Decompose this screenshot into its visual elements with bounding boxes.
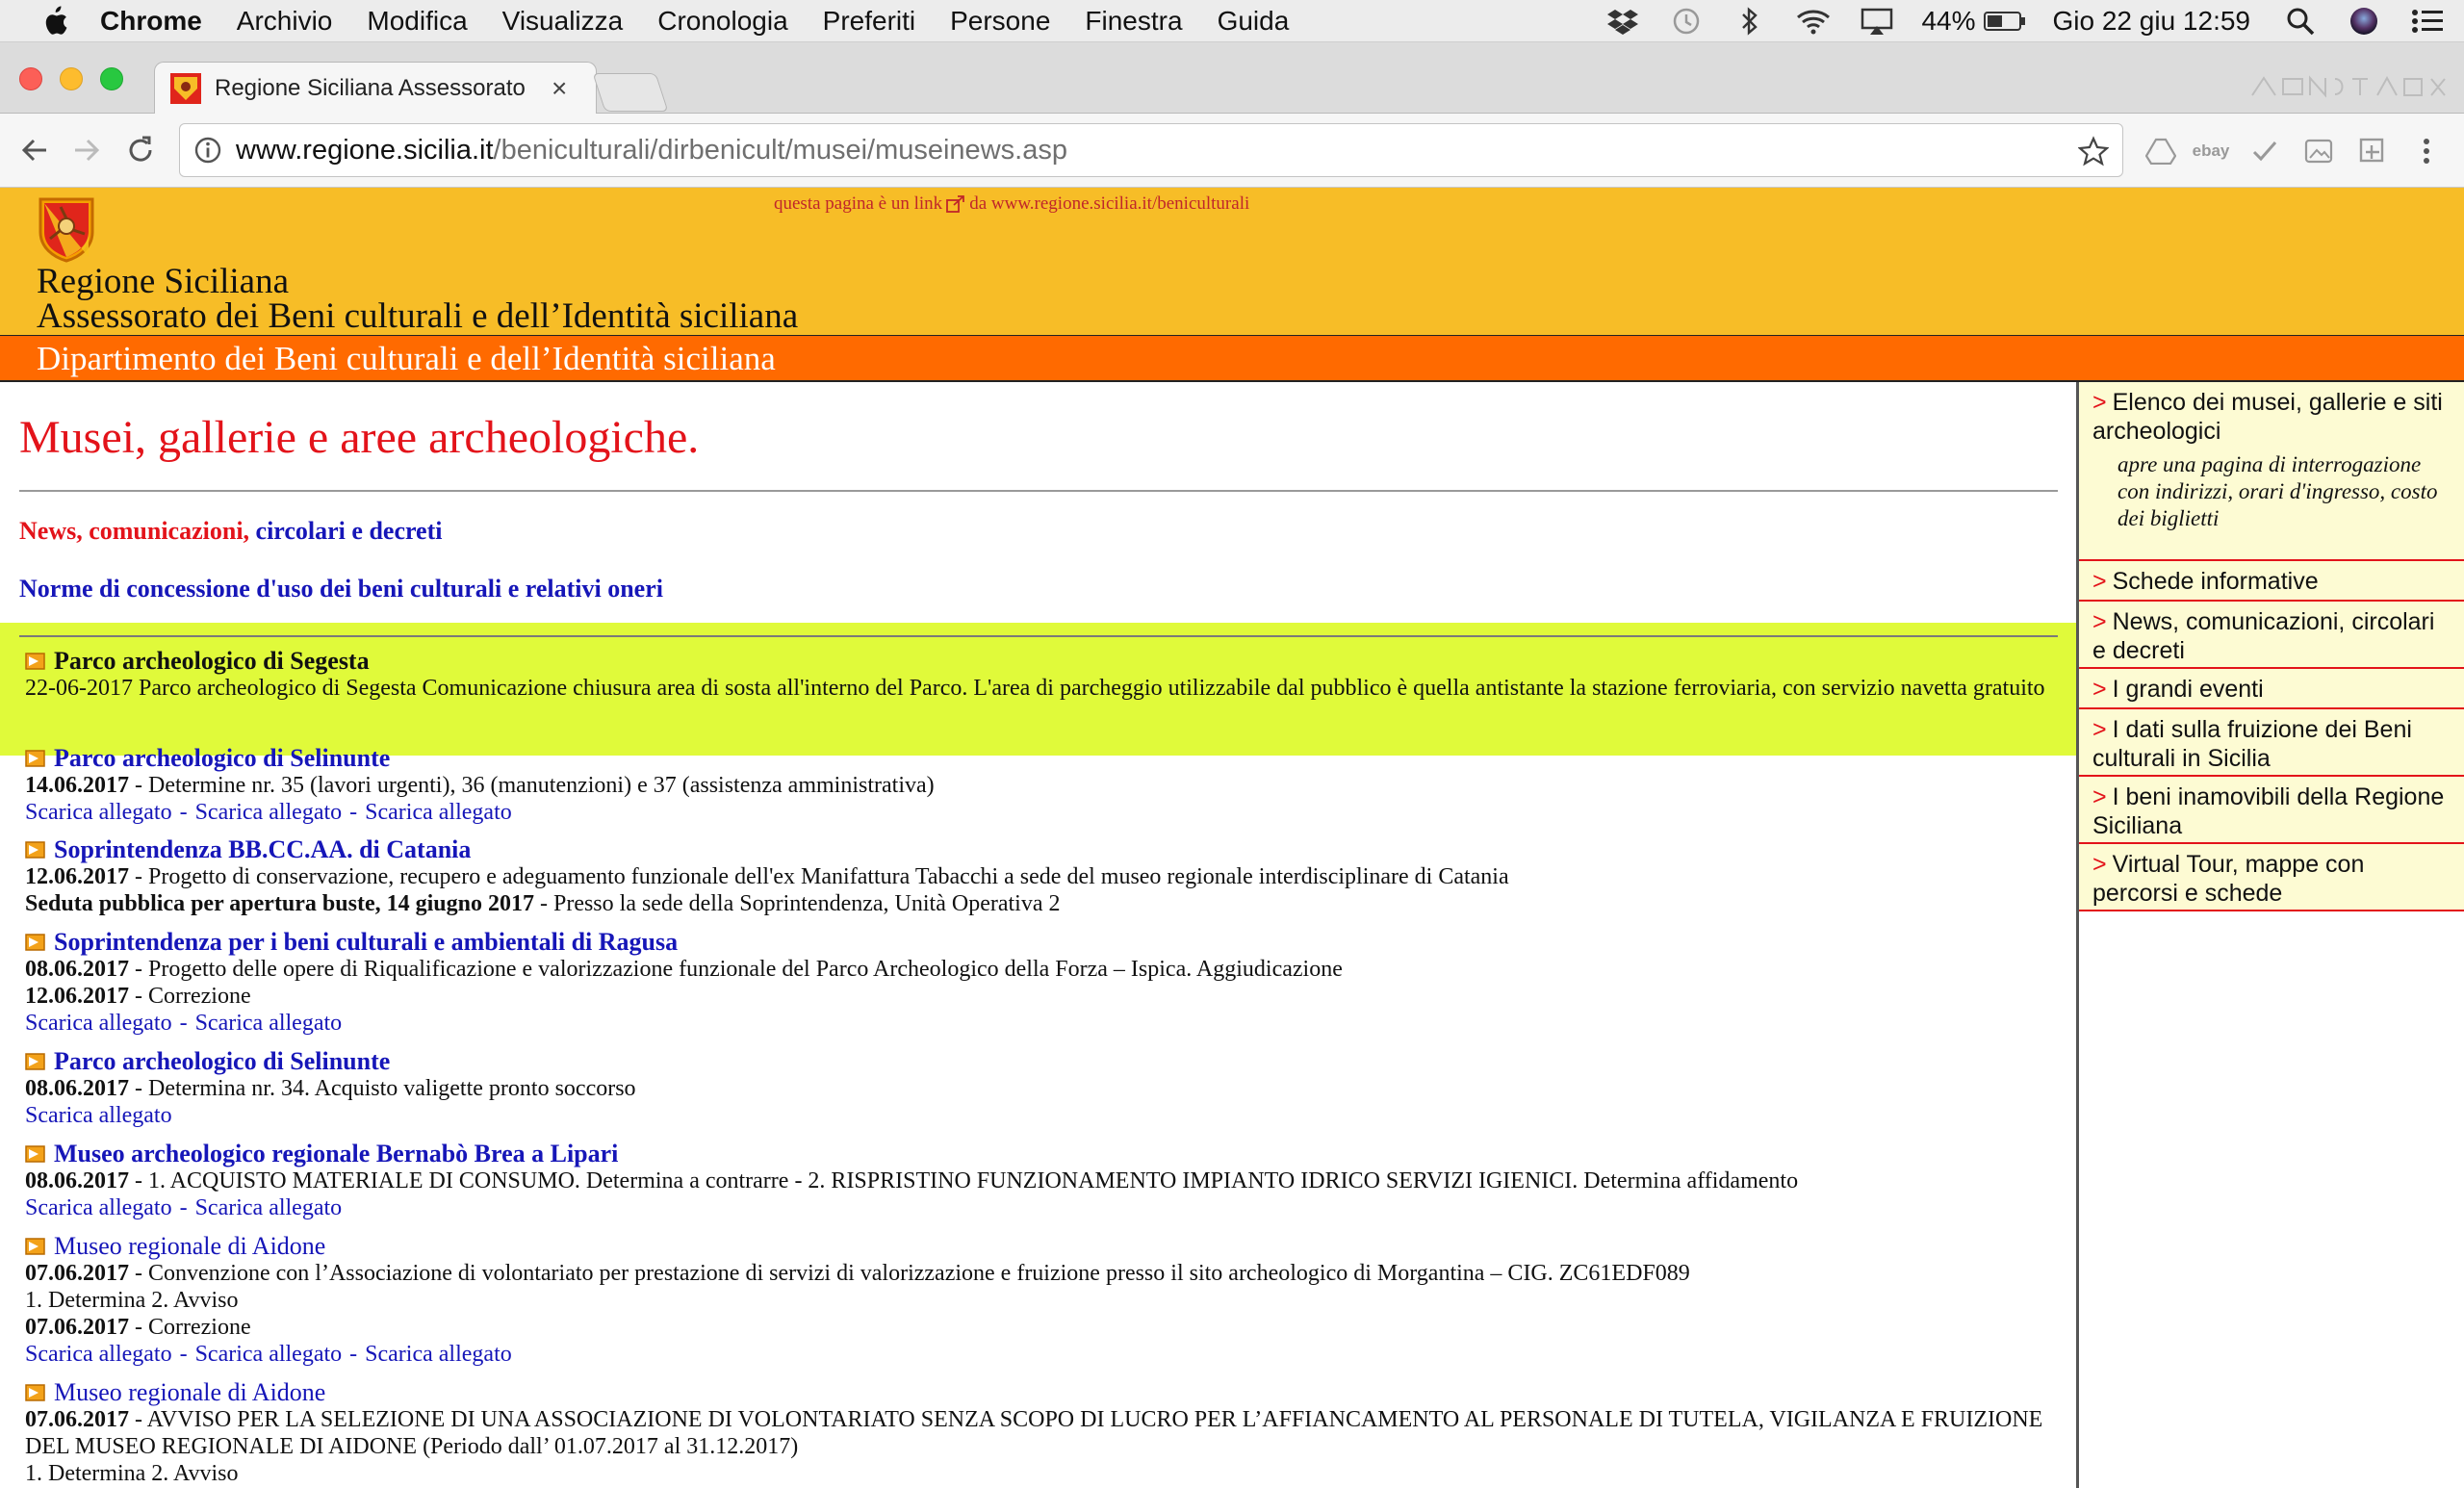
download-link[interactable]: Scarica allegato: [194, 1195, 343, 1220]
news-text: - Progetto delle opere di Riqualificazione e valorizzazione funzionale del Parco Archeologico della Forza – Ispica. Aggiudicazione: [129, 957, 1343, 982]
news-link[interactable]: [19, 517, 442, 546]
dropbox-icon[interactable]: [1605, 7, 1640, 36]
regione-sicilia-favicon-icon: [170, 73, 201, 104]
norme-link[interactable]: Norme di concessione d'uso dei beni culturali e relativi oneri: [19, 575, 663, 603]
sidebar-marker: >: [2092, 389, 2107, 416]
ebay-extension-icon[interactable]: [2192, 135, 2230, 167]
news-link-red[interactable]: News, comunicazioni,: [19, 517, 250, 545]
news-title: Parco archeologico di Segesta: [54, 647, 370, 675]
news-text: - Progetto di conservazione, recupero e adeguamento funzionale dell'ex Manifattura Tabacchi a sede del museo regionale interdisciplinare di Catania: [129, 864, 1509, 889]
header-assessorato: Assessorato dei Beni culturali e dell’Identità siciliana: [37, 296, 799, 336]
news-text: - Correzione: [129, 1315, 251, 1340]
sidebar-item-news[interactable]: [2079, 602, 2464, 669]
download-link[interactable]: Scarica allegato: [194, 1342, 343, 1367]
download-link[interactable]: Scarica allegato: [25, 1103, 172, 1128]
sidebar-item-grandi-eventi[interactable]: [2079, 669, 2464, 709]
news-text: - Correzione: [129, 984, 251, 1009]
trinacria-crest-icon: [37, 195, 96, 263]
reload-icon[interactable]: [121, 131, 160, 169]
news-date: 07.06.2017: [25, 1315, 129, 1340]
sidebar-item-description: apre una pagina di interrogazione con indirizzi, orari d'ingresso, costo dei biglietti: [2118, 452, 2438, 530]
url-text[interactable]: [236, 135, 1067, 167]
news-bullet-icon: [25, 1052, 50, 1071]
news-title-link[interactable]: Parco archeologico di Selinunte: [54, 744, 391, 772]
news-date: 08.06.2017: [25, 1168, 129, 1193]
notice-suffix[interactable]: da www.regione.sicilia.it/beniculturali: [969, 193, 1250, 214]
address-bar[interactable]: [179, 123, 2123, 177]
window-close-button[interactable]: [19, 67, 42, 90]
menu-persone[interactable]: Persone: [950, 5, 1051, 36]
news-title-link[interactable]: Soprintendenza BB.CC.AA. di Catania: [54, 835, 472, 863]
clock[interactable]: Gio 22 giu 12:59: [2052, 6, 2250, 36]
attachments: [25, 1341, 2056, 1368]
sidebar-item-label[interactable]: Virtual Tour, mappe con percorsi e schede: [2092, 851, 2365, 907]
news-bullet-icon: [25, 652, 50, 671]
sidebar-marker: >: [2092, 608, 2107, 635]
title-divider: [19, 490, 2058, 492]
sidebar-item-virtual-tour[interactable]: [2079, 844, 2464, 911]
news-item: [25, 836, 2056, 917]
capture-extension-icon[interactable]: [2356, 135, 2389, 167]
news-text: - Determine nr. 35 (lavori urgenti), 36 (manutenzioni) e 37 (assistenza amministrativa): [129, 773, 935, 798]
right-sidebar: [2076, 382, 2464, 1488]
notice-prefix: questa pagina è un link: [774, 193, 943, 214]
news-date: 07.06.2017: [25, 1407, 129, 1432]
download-link[interactable]: Scarica allegato: [194, 1011, 343, 1036]
download-separator: -: [179, 800, 188, 825]
news-item: [25, 745, 2056, 826]
sidebar-item-schede[interactable]: [2079, 561, 2464, 602]
news-text: - Presso la sede della Soprintendenza, Unità Operativa 2: [533, 891, 1061, 916]
header-link-notice: [774, 193, 1249, 215]
news-date: 12.06.2017: [25, 984, 129, 1009]
google-drive-icon[interactable]: [2144, 135, 2177, 167]
spotlight-icon[interactable]: [2283, 7, 2318, 36]
site-header: [0, 188, 2464, 337]
header-department-band: [0, 336, 2464, 382]
tab-regione-siciliana[interactable]: [154, 62, 597, 115]
sidebar-item-dati-fruizione[interactable]: [2079, 709, 2464, 777]
sidebar-item-label[interactable]: I grandi eventi: [2112, 676, 2264, 703]
download-link[interactable]: Scarica allegato: [25, 1195, 172, 1220]
attachments: [25, 799, 2056, 826]
ebay-label: ebay: [2192, 141, 2230, 160]
news-title-link[interactable]: Museo regionale di Aidone: [54, 1378, 326, 1406]
airplay-icon[interactable]: [1860, 7, 1894, 36]
download-link[interactable]: Scarica allegato: [25, 800, 172, 825]
news-date: 07.06.2017: [25, 1261, 129, 1286]
main-content: [0, 382, 2076, 1488]
bookmark-star-icon[interactable]: [2078, 136, 2109, 167]
download-separator: -: [349, 1342, 358, 1367]
download-link[interactable]: Scarica allegato: [365, 1342, 512, 1367]
wifi-icon[interactable]: [1796, 7, 1831, 36]
battery-percent: 44%: [1921, 6, 1976, 36]
download-link[interactable]: Scarica allegato: [25, 1011, 172, 1036]
news-bullet-icon: [25, 1237, 50, 1256]
bluetooth-icon[interactable]: [1732, 7, 1767, 36]
site-info-icon[interactable]: [193, 136, 222, 165]
news-item: [25, 1048, 2056, 1129]
news-date: 14.06.2017: [25, 773, 129, 798]
sidebar-item-label[interactable]: I beni inamovibili della Regione Siciliana: [2092, 783, 2445, 839]
news-text: - Convenzione con l’Associazione di volontariato per prestazione di servizi di valorizzazione e fruizione presso il sito archeologico di Morgantina – CIG. ZC61EDF089: [129, 1261, 1690, 1286]
page-title: Musei, gallerie e aree archeologiche.: [19, 412, 700, 463]
sidebar-marker: >: [2092, 568, 2107, 595]
siri-icon[interactable]: [2347, 7, 2381, 36]
news-title-link[interactable]: Soprintendenza per i beni culturali e ambientali di Ragusa: [54, 928, 679, 956]
back-arrow-icon[interactable]: [15, 131, 54, 169]
news-title-link[interactable]: Museo archeologico regionale Bernabò Brea a Lipari: [54, 1140, 619, 1167]
sidebar-item-label[interactable]: Elenco dei musei, gallerie e siti archeologici: [2092, 389, 2443, 445]
news-text: - 1. ACQUISTO MATERIALE DI CONSUMO. Determina a contrarre - 2. RISPRISTINO FUNZIONAMENTO IMPIANTO IDRICO SERVIZI IGIENICI. Determina affidamento: [129, 1168, 1799, 1193]
news-text: - Determina nr. 34. Acquisto valigette pronto soccorso: [129, 1076, 636, 1101]
download-separator: -: [179, 1342, 188, 1367]
sidebar-marker: >: [2092, 716, 2107, 743]
menu-archivio[interactable]: Archivio: [236, 5, 333, 36]
time-machine-icon[interactable]: [1669, 7, 1704, 36]
news-date: 08.06.2017: [25, 1076, 129, 1101]
header-department: Dipartimento dei Beni culturali e dell’Identità siciliana: [37, 340, 776, 377]
news-text: 22-06-2017 Parco archeologico di Segesta Comunicazione chiusura area di sosta all'interno del Parco. L'area di parcheggio utilizzabile dal pubblico è quella antistante la stazione ferroviaria, con servizio navetta gratuito: [25, 676, 2045, 701]
menu-visualizza[interactable]: Visualizza: [501, 5, 624, 36]
download-separator: -: [179, 1011, 188, 1036]
news-extra: 1. Determina 2. Avviso: [25, 1288, 239, 1313]
news-item: [25, 1379, 2056, 1487]
news-bullet-icon: [25, 749, 50, 768]
sidebar-item-elenco-musei[interactable]: [2079, 382, 2464, 561]
news-bullet-icon: [25, 1383, 50, 1402]
tab-title: Regione Siciliana Assessorato: [215, 75, 526, 101]
notification-center-icon[interactable]: [2410, 7, 2445, 36]
attachments: [25, 1102, 2056, 1129]
news-item: [25, 1233, 2056, 1368]
checkmark-extension-icon[interactable]: [2248, 135, 2281, 167]
menu-chrome[interactable]: Chrome: [100, 5, 202, 36]
apple-icon[interactable]: [38, 5, 71, 38]
sidebar-marker: >: [2092, 851, 2107, 878]
sidebar-item-beni-inamovibili[interactable]: [2079, 777, 2464, 844]
news-bullet-icon: [25, 1144, 50, 1164]
attachments: [25, 1010, 2056, 1037]
new-tab-button[interactable]: [593, 73, 669, 112]
news-item: [25, 648, 2056, 702]
url-path: /beniculturali/dirbenicult/musei/museinews.asp: [493, 134, 1067, 166]
sidebar-item-label[interactable]: Schede informative: [2112, 568, 2319, 595]
menubar-status-area: [1577, 0, 2464, 42]
url-host: www.regione.sicilia.it: [236, 134, 494, 166]
window-maximize-button[interactable]: [100, 67, 123, 90]
download-link[interactable]: Scarica allegato: [25, 1342, 172, 1367]
news-bullet-icon: [25, 840, 50, 859]
news-bullet-icon: [25, 933, 50, 952]
news-date: Seduta pubblica per apertura buste, 14 giugno 2017: [25, 891, 534, 916]
sidebar-item-label[interactable]: I dati sulla fruizione dei Beni culturali in Sicilia: [2092, 716, 2412, 772]
menu-modifica[interactable]: Modifica: [367, 5, 468, 36]
menu-preferiti[interactable]: Preferiti: [822, 5, 916, 36]
menu-cronologia[interactable]: Cronologia: [657, 5, 788, 36]
news-extra: 1. Determina 2. Avviso: [25, 1461, 239, 1486]
download-link[interactable]: Scarica allegato: [194, 800, 343, 825]
browser-toolbar: [0, 114, 2464, 188]
forward-arrow-icon[interactable]: [67, 131, 106, 169]
news-item: [25, 929, 2056, 1037]
menu-finestra[interactable]: Finestra: [1085, 5, 1183, 36]
image-extension-icon[interactable]: [2302, 135, 2335, 167]
attachments: [25, 1194, 2056, 1221]
menu-guida[interactable]: Guida: [1217, 5, 1290, 36]
profile-badge[interactable]: [2248, 71, 2451, 107]
tab-strip: [0, 42, 2464, 114]
news-text: - AVVISO PER LA SELEZIONE DI UNA ASSOCIAZIONE DI VOLONTARIATO SENZA SCOPO DI LUCRO PER L’AFFIANCAMENTO AL PERSONALE DI TUTELA, VIGILANZA E FRUIZIONE DEL MUSEO REGIONALE DI AIDONE (Periodo dall’ 01.07.2017 al 31.12.2017): [25, 1407, 2043, 1459]
news-title-link[interactable]: Museo regionale di Aidone: [54, 1232, 326, 1260]
news-date: 08.06.2017: [25, 957, 129, 982]
news-title-link[interactable]: Parco archeologico di Selinunte: [54, 1047, 391, 1075]
download-separator: -: [179, 1195, 188, 1220]
download-separator: -: [349, 800, 358, 825]
battery-icon[interactable]: [1984, 7, 2026, 36]
download-link[interactable]: Scarica allegato: [365, 800, 512, 825]
sidebar-marker: >: [2092, 783, 2107, 810]
macos-menubar: [0, 0, 2464, 42]
web-page: [0, 188, 2464, 1488]
news-item: [25, 1141, 2056, 1221]
header-region-name: Regione Siciliana: [37, 262, 290, 301]
sidebar-item-label[interactable]: News, comunicazioni, circolari e decreti: [2092, 608, 2435, 664]
news-date: 12.06.2017: [25, 864, 129, 889]
window-minimize-button[interactable]: [60, 67, 83, 90]
news-divider: [19, 635, 2058, 637]
sidebar-marker: >: [2092, 676, 2107, 703]
chrome-menu-icon[interactable]: [2410, 135, 2443, 167]
external-link-icon[interactable]: [946, 195, 965, 213]
news-link-blue[interactable]: circolari e decreti: [255, 517, 443, 545]
tab-close-icon[interactable]: ×: [552, 73, 568, 103]
